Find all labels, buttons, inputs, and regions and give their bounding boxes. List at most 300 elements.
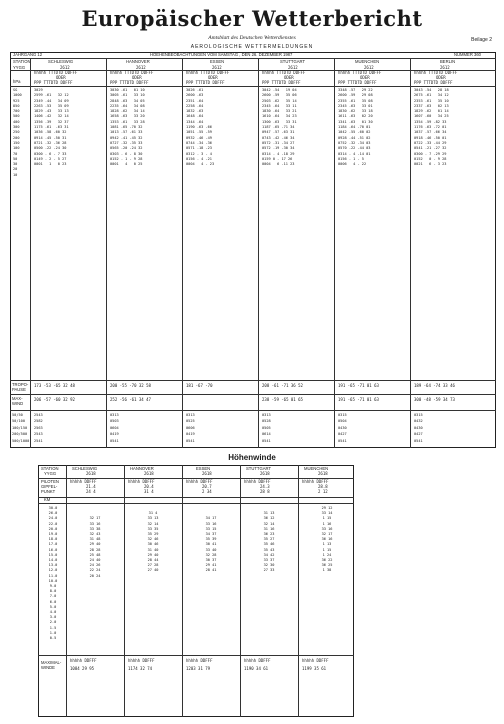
bottom-value: 0503 [110,419,119,424]
station-data-column [262,88,297,167]
height-km: 24.0 [48,516,58,521]
gipfel-value: 28.8 [318,484,328,489]
data-row: 1184 -64 -70 01 [338,125,371,130]
wind-value: 1 38 [322,568,332,573]
level-label: 850 [13,103,20,108]
wind-value [242,636,296,641]
tropopause-value: 191 -65 -71 01 63 [338,383,379,388]
wind-value: 32 17 [89,516,101,521]
gipfel-dir: 2 12 [318,489,328,494]
bottom-value: 0541 [338,438,347,443]
station-yygg: 2612 [364,65,374,70]
maxwinde-head: hhhhh DDFFF [186,658,213,663]
wind-value: 34 42 [263,552,275,557]
height-km: 7.0 [49,594,57,599]
bottom-value: 0606 [186,425,195,430]
data-row: 1830 -62 33 18 [338,109,373,114]
wind-value [300,636,354,641]
data-row: 2848 -63 34 05 [110,98,145,103]
maxwind-value: 191 -65 -71 01 63 [338,397,379,402]
bottom-values-column [338,412,347,444]
wind-value: 24 40 [89,558,101,563]
wind-value [184,636,238,641]
col-head: PPP TTTDTD DDFFF [34,80,73,85]
wind-value: 36 12 [263,516,275,521]
bottom-value: 0313 [186,413,195,417]
tropopause-value: 173 -53 -65 32 48 [34,383,75,388]
height-km: 14.0 [48,558,58,563]
data-row: 0743 -42 -46 34 [262,135,295,140]
tropopause-value: 208 -61 -71 36 52 [262,383,303,388]
hw-yygg: 2618 [202,471,212,476]
data-row: 0152 - 1 - 9 28 [110,156,143,161]
bottom-value: 2543 [34,432,43,437]
data-row: 1176 -63 -72 01 [414,125,447,130]
gipfel-value: 20.4 [144,484,154,489]
level-label: 70 [13,151,18,156]
wind-value: 31 4 [148,511,158,516]
wind-value: 35 43 [263,547,275,552]
col-head: hhhhh TTTDTD DDFFF [186,70,230,75]
data-row: 1051 -55 -59 [186,130,212,135]
tropopause-value: 200 -55 -70 32 58 [110,383,151,388]
data-row: 0303 - 6 - 8 30 [110,151,143,156]
data-row: 2235 -64 34 08 [110,103,145,108]
wind-value: 33 15 [205,526,217,531]
station-yygg: 2612 [60,65,70,70]
level-label: 300 [13,125,20,130]
jahrgang: JAHRGANG 12 [13,52,43,57]
pilot-label: PUNKT [41,489,56,494]
station-name: BERLIN [440,59,456,64]
height-km: 20.0 [48,526,58,531]
data-row: 0914 -45 -50 31 [34,135,67,140]
hw-station-label: STATION [41,466,59,471]
gipfel-value: 21.4 [86,484,96,489]
station-yygg: 2612 [288,65,298,70]
data-row: 0752 -32 -34 03 [338,140,371,145]
bottom-level-label: 100/150 [12,425,28,430]
wind-value: 31 48 [89,537,101,542]
data-row: 3026 -61 [186,88,204,92]
bottom-level-label: 50/50 [12,413,23,417]
col-head: hhhhh TTTDTD DDFFF [34,70,78,75]
bottom-value: 2543 [34,413,43,417]
hw-station-name: ESSEN [196,466,211,471]
gipfel-head: hhhhh DDFFF [70,479,97,484]
station-yygg: 2612 [212,65,222,70]
page-title: Europäischer Wetterbericht [81,6,423,31]
bottom-value: 0315 [414,413,423,417]
data-row: 2503 -62 35 14 [262,98,297,103]
data-row: 1013 -57 -61 33 [110,130,143,135]
gipfel-head: hhhhh DDFFF [302,479,329,484]
wind-value: 22 24 [89,568,101,573]
wind-value: 32 14 [147,521,159,526]
wind-value: 29 40 [147,552,159,557]
wind-value: 33 16 [321,526,333,531]
height-km: 0.5 [49,636,57,641]
data-row: 1190 -63 -66 [186,125,212,130]
data-row: 3029 [34,88,43,92]
wind-value: 28 44 [147,558,159,563]
data-row: 0942 -41 -45 32 [110,135,143,140]
data-row: 0314 - 4 -18 29 [262,151,295,156]
maxwinde-head: hhhhh DDFFF [244,658,271,663]
data-row: 2345 -63 33 01 [338,103,373,108]
data-row: 0312 - 3 - 4 [186,151,212,156]
gipfel-head: hhhhh DDFFF [244,479,271,484]
data-row: 1610 -64 34 23 [262,114,297,119]
hw-yygg: 2618 [144,471,154,476]
levels-column [13,88,22,178]
col-head: PPP TTTDTD DDFFF [414,80,453,85]
wind-value: 1 13 [322,542,332,547]
data-row: 0947 -57 -63 31 [262,130,295,135]
hw-yygg-label: YYGG [44,471,57,476]
hoehenwinde-title: Höhenwinde [228,453,276,462]
level-label: 500 [13,114,20,119]
bottom-values-column [262,412,271,444]
height-km: 10.0 [48,578,58,583]
data-row: 1354 -59 -82 33 [414,119,447,124]
col-head-oder: ODER [360,75,370,80]
data-row: 1081 -65 -70 32 [110,125,143,130]
height-km: 4.0 [49,610,57,615]
data-row: 0571 -18 -23 [186,146,212,151]
wind-value: 33 37 [263,558,275,563]
maxwinde-value: 1174 32 74 [128,666,153,671]
data-row: 2675 -61 34 12 [414,93,449,98]
gipfel-dir: 2 34 [202,489,212,494]
col-head: PPP TTTDTD DDFFF [338,80,377,85]
wind-value: 33 40 [205,547,217,552]
gipfel-head: hhhhh DDFFF [186,479,213,484]
data-row: 1037 -57 -66 34 [414,130,447,135]
maxwinde-head: hhhhh DDFFF [128,658,155,663]
data-row: 1658 -63 33 20 [110,114,145,119]
maxwinde-value: 1199 35 61 [302,666,327,671]
data-row: 1832 -63 [186,109,204,114]
height-km: 18.0 [48,537,58,542]
data-row: 2600 -59 29 08 [338,93,373,98]
col-head: hhhhh TTTDTD DDFFF [262,70,306,75]
data-row: 3348 -57 29 22 [338,88,373,92]
data-row: 1611 -63 02 20 [338,114,373,119]
hw-yygg: 2618 [260,471,270,476]
wind-value: 33 35 [147,526,159,531]
bottom-value: 2563 [34,425,43,430]
wind-value [68,636,122,641]
wind-value: 30 37 [205,558,217,563]
level-label: 250 [13,130,20,135]
hw-station-name: STUTTGART [246,466,272,471]
wind-value: 34 37 [205,532,217,537]
bottom-value: 0430 [414,425,423,430]
maxwind-value: 238 -59 -65 01 65 [262,397,303,402]
wind-value: 29 40 [89,542,101,547]
data-row: 0004 4 - 23 [186,162,215,167]
data-row: 2258 -64 [186,103,204,108]
wind-value: 32 14 [263,521,275,526]
hw-station-name: MUENCHEN [304,466,329,471]
data-row: 3030 -61 01 10 [110,88,145,92]
bottom-level-label: 200/500 [12,432,28,437]
level-label: 10 [13,172,18,177]
tropopause-label: TROPO-PAUSE [12,382,29,392]
station-data-column [414,88,449,167]
station-name: SCHLESWIG [48,59,74,64]
wind-value: 27 28 [147,563,159,568]
maxwinde-head: hhhhh DDFFF [70,658,97,663]
wind-value [126,636,180,641]
height-km: 9.0 [49,584,57,589]
wind-value: 32 17 [321,532,333,537]
wind-value: 35 29 [147,532,159,537]
level-label: 400 [13,119,20,124]
height-km: 1.5 [49,625,57,630]
level-label: 50 [13,156,18,161]
station-name: ESSEN [210,59,225,64]
wind-value: 29 41 [205,563,217,568]
data-row: 0314 - 4 -14 01 [338,151,371,156]
wind-value: 30 41 [205,542,217,547]
hw-yygg: 2618 [86,471,96,476]
yygg-label: YYGG [13,65,26,70]
col-head: PPP TTTDTD DDFFF [262,80,301,85]
bottom-value: 0427 [414,432,423,437]
km-label: KM [44,497,51,502]
data-row: 0572 -31 -34 27 [262,140,295,145]
station-data-column [186,88,214,167]
height-km: 2.0 [49,620,57,625]
bottom-value: 0419 [186,432,195,437]
wind-value: 32 46 [147,537,159,542]
station-data-column [338,88,373,167]
data-row: 1300 -63 33 31 [262,119,297,124]
data-row: 0006 4 - 22 [338,162,367,167]
bottom-values-column [34,412,43,444]
wind-value: 1 15 [322,516,332,521]
data-row: 3005 -61 33 10 [110,93,145,98]
station-name: STUTTGART [280,59,306,64]
bottom-value: 0528 [262,419,271,424]
data-row: 1175 -61 -63 31 [34,125,69,130]
wind-value: 20 24 [89,573,101,578]
wind-value: 33 16 [205,521,217,526]
col-head: PPP TTTDTD DDFFF [110,80,149,85]
wind-value: 1 16 [322,521,332,526]
nummer: NUMMER 360 [454,52,481,57]
maxwind-label: MAX-WIND [12,396,24,406]
bottom-value: 0432 [414,419,423,424]
data-row: 0570 -22 -44 03 [338,146,371,151]
height-km: 19.0 [48,532,58,537]
wind-value: 1 15 [322,547,332,552]
data-row: 2599 -61 32 12 [34,93,69,98]
gipfel-value: 20.7 [202,484,212,489]
data-row: 1406 -42 32 14 [34,114,69,119]
bottom-value: 0419 [110,432,119,437]
wind-value: 1 24 [322,552,332,557]
data-row: 0721 -32 -36 28 [34,140,67,145]
bottom-value: 0525 [186,419,195,424]
data-row: 0159 0 - 17 26 [262,156,293,161]
gipfel-value: 24.3 [260,484,270,489]
gipfel-dir: 28 8 [260,489,270,494]
data-row: 2355 -61 35 08 [338,98,373,103]
height-km: 15.0 [48,552,58,557]
bottom-value: 0604 [110,425,119,430]
data-row: 1036 -58 -60 32 [34,130,67,135]
data-row: 0565 -20 -24 32 [110,146,143,151]
station-yygg: 2612 [440,65,450,70]
wind-value: 24 26 [89,563,101,568]
bottom-value: 0313 [262,413,271,417]
level-label: 200 [13,135,20,140]
level-label: 20 [13,167,18,172]
wind-value: 36 22 [321,558,333,563]
data-row: 0149 - 2 - 5 27 [34,156,67,161]
bottom-values-column [414,412,423,444]
height-km: 12.0 [48,568,58,573]
col-head-oder: ODER [56,75,66,80]
col-head: PPP TTTDTD DDFFF [186,80,225,85]
bottom-value: 0504 [338,419,347,424]
maxwinde-value: 1190 34 61 [244,666,269,671]
data-row: 1187 -65 -71 34 [262,125,295,130]
beilage-label: Beilage 2 [471,37,492,43]
wind-value: 28 41 [205,568,217,573]
wind-value: 35 39 [205,537,217,542]
data-row: 2337 -63 02 13 [414,103,449,108]
data-row: 1829 -43 33 13 [34,109,69,114]
bottom-value: 0313 [110,413,119,417]
bottom-value: 0427 [338,432,347,437]
wind-value: 27 40 [147,568,159,573]
data-row: 0300 - 7 -29 29 [414,151,447,156]
hw-wind-column [68,506,122,641]
wind-value: 30 46 [147,542,159,547]
data-row: 0500 -22 -24 30 [34,146,67,151]
gipfel-dir: 31 4 [144,489,154,494]
page-subtitle: Amtsblatt des Deutschen Wetterdienstes [208,35,296,41]
bottom-level-label: 500/1000 [12,438,30,443]
height-km: 30.0 [48,506,58,510]
pilot-label: PILOTEN [41,479,59,484]
maxwinde-value: 1084 29 95 [70,666,95,671]
wind-value: 31 13 [263,511,275,516]
data-row: 0156 - 1 - 5 [338,156,364,161]
data-row: 1356 -39 32 37 [34,119,69,124]
data-row: 0300 - 6 - 7 33 [34,151,67,156]
data-row: 0152 0 - 9 28 [414,156,447,161]
station-data-column [110,88,145,167]
height-km: 6.0 [49,599,57,604]
bottom-value: 0315 [338,413,347,417]
station-name: HANNOVER [126,59,150,64]
col-head-oder: ODER [208,75,218,80]
data-row: 0928 -44 -51 02 [338,135,371,140]
station-yygg: 2612 [136,65,146,70]
hw-yygg: 2618 [318,471,328,476]
wind-value: 31 16 [263,526,275,531]
bottom-value: 0614 [262,432,271,437]
station-label: STATION [13,59,31,64]
data-row: 1607 -60 34 25 [414,114,449,119]
data-row: 0541 -21 -27 32 [414,146,447,151]
data-row: 0572 -19 -30 34 [262,146,295,151]
hw-wind-column [300,506,354,641]
wind-value: 33 14 [321,511,333,516]
station-data-column [34,88,69,167]
wind-value: 32 28 [205,552,217,557]
gipfel-dir: 24 4 [86,489,96,494]
level-label: SG [13,88,18,92]
data-row: 2353 -61 35 10 [414,98,449,103]
wind-value: 36 16 [321,537,333,542]
height-km: 1.0 [49,630,57,635]
level-label: 700 [13,109,20,114]
hw-wind-column [242,506,296,641]
bottom-value: 0505 [262,425,271,430]
data-row: 1648 -64 [186,114,204,119]
wind-value: 25 48 [89,552,101,557]
col-head-oder: ODER [284,75,294,80]
data-row: 1341 -63 01 30 [338,119,373,124]
data-row: 2263 -53 35 09 [34,103,69,108]
date-line: HOEHENBEOBACHTUNGEN VOM SAMSTAG , DEN 26. DEZEMBER 1987 [150,52,293,57]
level-label: 100 [13,146,20,151]
wind-value: 27 33 [263,568,275,573]
wind-value: 36 25 [321,563,333,568]
wind-value: 35 46 [263,542,275,547]
data-row: 2351 -64 [186,98,204,103]
height-km: 3.0 [49,615,57,620]
hw-station-name: HANNOVER [130,466,154,471]
height-km: 17.0 [48,542,58,547]
data-row: 2600 -63 [186,93,204,98]
bottom-value: 0541 [262,438,271,443]
hw-heights-column [42,506,64,641]
wind-value: 32 30 [263,563,275,568]
data-row: 0004 6 -11 23 [262,162,295,167]
height-km: 11.0 [48,573,58,578]
bottom-value: 2541 [34,438,43,443]
col-head: hhhhh TTTDTD DDFFF [110,70,154,75]
bottom-value: 0541 [186,438,195,443]
col-head: hhhhh TTTDTD DDFFF [338,70,382,75]
data-row: 3042 -54 19 04 [262,88,297,92]
wind-value: 28 28 [89,547,101,552]
tropopause-value: 181 -67 -70 [186,383,213,388]
levels-label: hPa [13,79,21,84]
height-km: 13.0 [48,563,58,568]
hw-station-name: SCHLESWIG [72,466,98,471]
col-head-oder: ODER [132,75,142,80]
wind-value: 29 12 [321,506,333,510]
data-row: 0001 1 0 23 [34,162,67,167]
height-km: 22.0 [48,521,58,526]
hw-wind-column [184,506,238,641]
wind-value: 36 23 [263,532,275,537]
col-head-oder: ODER [436,75,446,80]
bottom-levels [12,412,29,444]
data-row: 0722 -33 -44 29 [414,140,447,145]
maxwinde-head: hhhhh DDFFF [302,658,329,663]
wind-value: 33 13 [147,516,159,521]
data-row: 1042 -55 -60 02 [338,130,371,135]
